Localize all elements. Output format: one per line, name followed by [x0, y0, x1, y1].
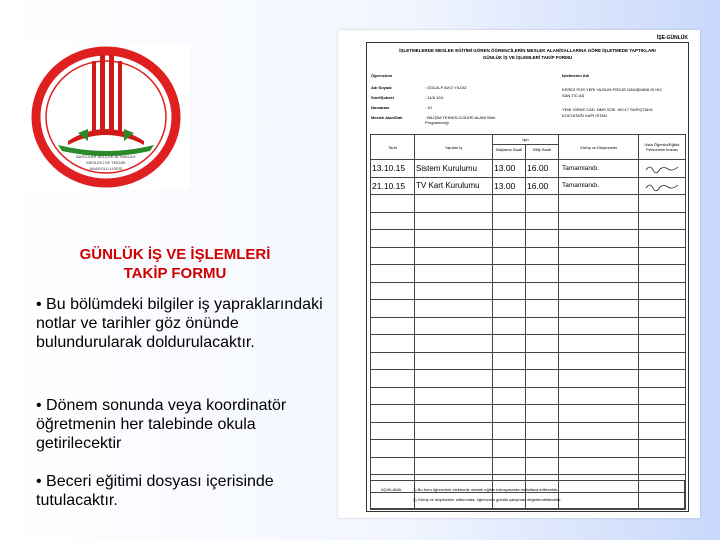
signature-icon: [644, 180, 680, 192]
signature-icon: [644, 162, 680, 174]
student-value-name: : GÖLALP AVCI YILDIZ: [425, 85, 467, 90]
table-row-empty: [371, 265, 686, 283]
table-row-empty: [371, 422, 686, 440]
table-row-empty: [371, 317, 686, 335]
row-work: Sistem Kurulumu: [415, 160, 493, 178]
student-label-field: Meslek Alan/Dalı: [371, 115, 403, 120]
table-row-empty: [371, 370, 686, 388]
logo-arc-text: BAĞCILAR SELÇUK ALTINKULE: [76, 154, 136, 159]
row-signature: [639, 177, 686, 195]
col-work: Yapılan İş: [415, 135, 493, 160]
col-time-group-label: İşin: [493, 135, 558, 145]
col-time-subheaders: [493, 145, 558, 159]
form-frame: [366, 42, 689, 512]
footer-note-1: 1) Bu form öğrencinin elektronik meslek eğitim izdosyasında muhafaza edilecektir.: [413, 487, 559, 492]
row-start: 13.00: [493, 177, 526, 195]
work-log-table: [370, 134, 686, 510]
table-row: [371, 160, 686, 178]
table-row-empty: [371, 387, 686, 405]
footer-label: AÇIKLAMA :: [381, 487, 404, 492]
table-row-empty: [371, 352, 686, 370]
footer-note-2: 2) Görüş ve düşünceler sütununda, öğrencinin günlük çalışması değerlendirilecektir.: [413, 497, 562, 502]
row-date: 21.10.15: [371, 177, 415, 195]
table-row-empty: [371, 300, 686, 318]
table-row-empty: [371, 440, 686, 458]
table-row-empty: [371, 405, 686, 423]
table-row-empty: [371, 230, 686, 248]
form-header: [367, 47, 688, 61]
logo-line2: ANADOLU LİSESİ: [89, 166, 123, 171]
logo-line1: MESLEKİ VE TEKNİK: [86, 160, 126, 165]
title-line-2: TAKİP FORMU: [123, 265, 227, 282]
tracking-form: [338, 30, 700, 518]
table-header-row: [371, 135, 686, 160]
page-title: [30, 245, 320, 283]
student-value-class: : 11/A 12A: [425, 95, 444, 100]
row-opinion: Tamamlandı.: [559, 177, 639, 195]
table-row-empty: [371, 212, 686, 230]
form-header-line-2: GÜNLÜK İŞ VE İŞLEMLERİ TAKİP FORMU: [482, 55, 573, 60]
student-value-field: : BİLİŞİM TEKNOLOJİLERİ ALANI Web Programcılığı: [425, 115, 496, 125]
student-value-number: : 10: [425, 105, 432, 110]
col-end: Bitiş Saati: [533, 147, 551, 152]
title-line-1: GÜNLÜK İŞ VE İŞLEMLERİ: [79, 246, 271, 263]
school-logo: [18, 45, 190, 190]
student-label-number: Numarası: [371, 105, 390, 110]
student-label-name: Adı Soyadı: [371, 85, 392, 90]
student-heading: Öğrencinin: [371, 73, 393, 78]
col-date: Tarih: [371, 135, 415, 160]
row-signature: [639, 160, 686, 178]
table-row: [371, 177, 686, 195]
table-row-empty: [371, 195, 686, 213]
col-opinion: Görüş ve Düşünceler: [559, 135, 639, 160]
row-opinion: Tamamlandı.: [559, 160, 639, 178]
bullet-1: • Bu bölümdeki bilgiler iş yapraklarındaki notlar ve tarihler göz önünde bulundurularak doldurulacaktır.: [36, 296, 323, 351]
form-corner-tag: İŞE-GÜNLÜK: [656, 35, 688, 41]
business-line-3: YENİ GİRNE CAD. NMS SOK. NO:17 SARIÇTAKA: [562, 107, 653, 112]
col-time-group: [493, 135, 559, 160]
business-line-2: SAN.TİC.AŞ: [562, 93, 585, 98]
row-start: 13.00: [493, 160, 526, 178]
row-work: TV Kart Kurulumu: [415, 177, 493, 195]
bullet-2: • Dönem sonunda veya koordinatör öğretmenin her talebinde okula getirilecektir: [36, 397, 287, 452]
row-end: 16.00: [526, 160, 559, 178]
student-label-class: Sınıf/Şubesi: [371, 95, 394, 100]
col-start: Başlama Saati: [493, 145, 526, 159]
table-row-empty: [371, 282, 686, 300]
business-line-1: KEREZ POS YERİ YAZILIM PROJE DANIŞMANLIK HİZ.: [562, 87, 663, 92]
col-master: Usta Öğretici/Eğitici Personelin İmzası: [639, 135, 686, 160]
form-header-line-1: İŞLETMELERDE MESLEK EĞİTİMİ GÖREN ÖĞRENCİLERİN MESLEK ALAN/DALLARINA GÖRE İŞLETMEDE YAPTIKLARI: [399, 48, 656, 53]
row-date: 13.10.15: [371, 160, 415, 178]
form-footer: [370, 480, 685, 509]
table-row-empty: [371, 247, 686, 265]
table-row-empty: [371, 335, 686, 353]
school-emblem-icon: [18, 45, 190, 190]
row-end: 16.00: [526, 177, 559, 195]
bullet-3: • Beceri eğitimi dosyası içerisinde tutulacaktır.: [36, 473, 274, 509]
table-row-empty: [371, 457, 686, 475]
business-line-4: KOZYATAĞI KAPI İSTAN: [562, 113, 607, 118]
business-heading: İşletmenin Adı: [562, 73, 590, 78]
